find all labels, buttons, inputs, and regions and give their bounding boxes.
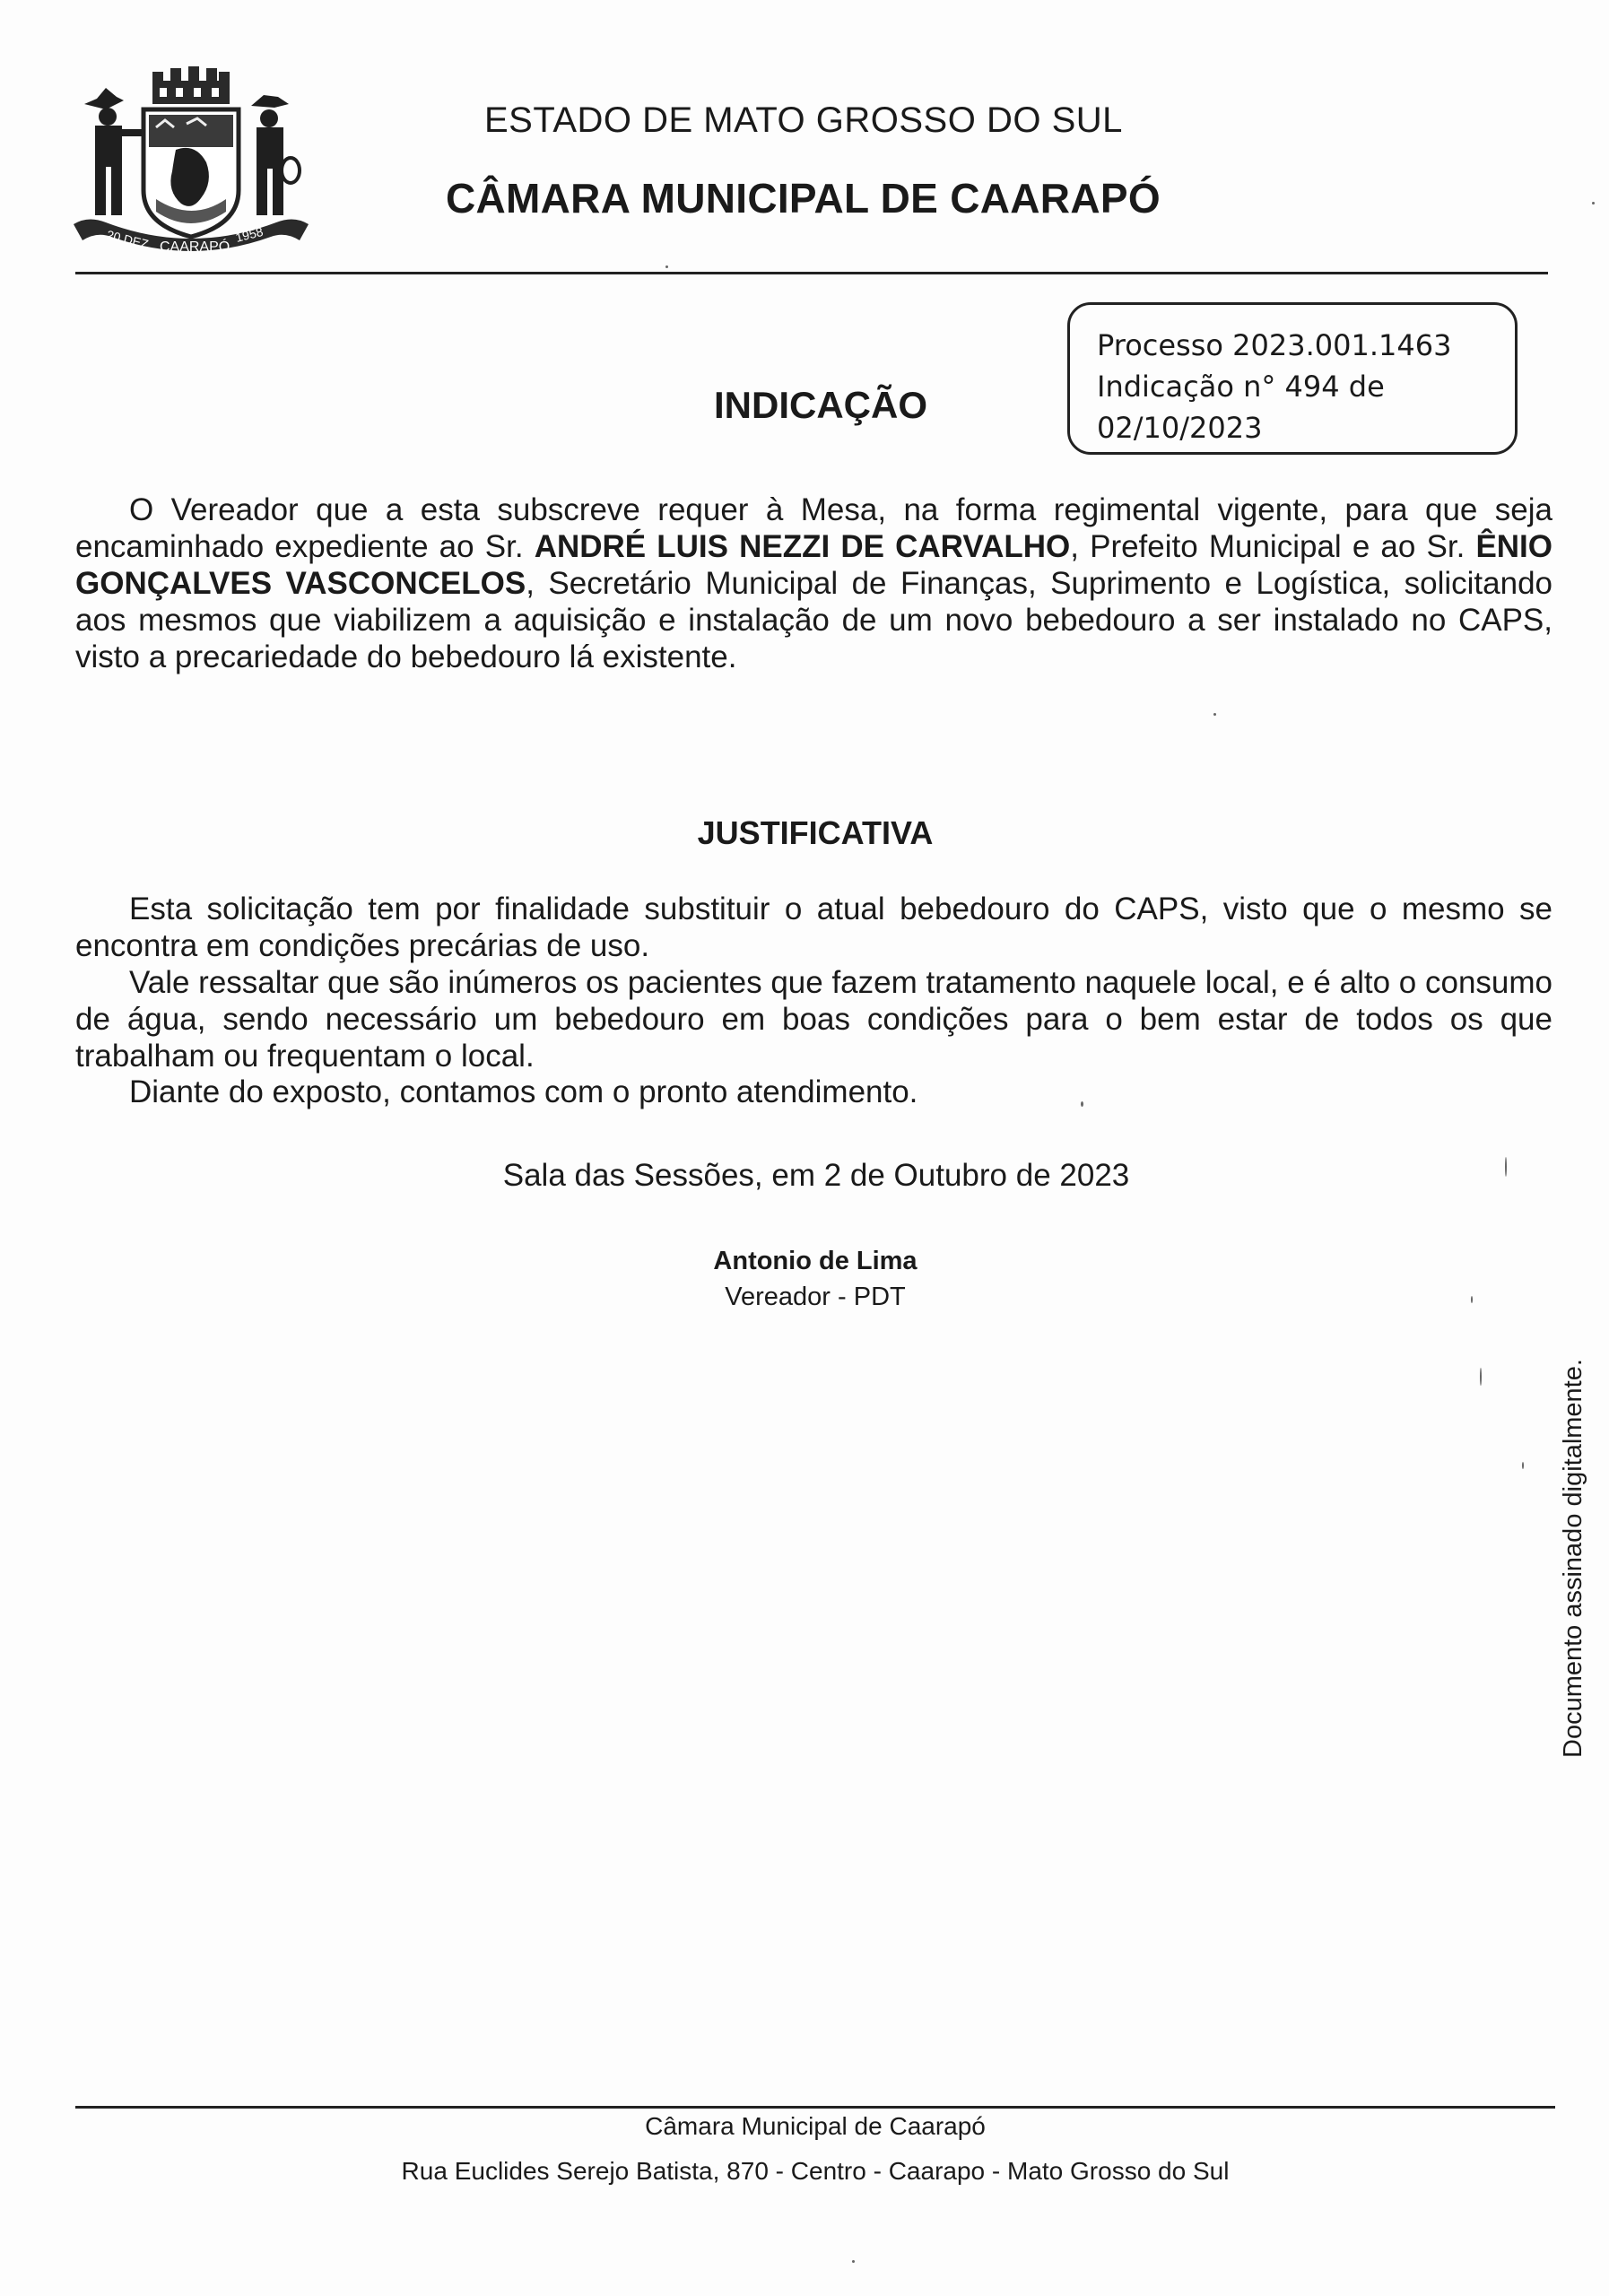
scan-speck (1522, 1462, 1524, 1469)
protocol-indication: Indicação n° 494 de (1097, 370, 1385, 404)
signer-name: Antonio de Lima (713, 1247, 918, 1275)
scan-speck (1471, 1296, 1473, 1303)
footer-institution: Câmara Municipal de Caarapó (645, 2112, 986, 2140)
request-text-b: , Prefeito Municipal e ao Sr. (1070, 529, 1476, 564)
justification-text-2: Vale ressaltar que são inúmeros os pacientes que fazem tratamento naquele local, e é alto o consumo de água, sendo necessário um bebedouro em boas condições para o bem estar de todos os que trabalham ou frequentam o local. (75, 965, 1552, 1074)
scan-speck (1213, 713, 1216, 716)
request-paragraph (75, 491, 1552, 675)
scan-speck (852, 2260, 855, 2263)
crest-ribbon-center: CAARAPÓ (160, 239, 230, 255)
justification-paragraph-3 (75, 1074, 1552, 1110)
crest-ribbon-right: 1958 (233, 223, 265, 245)
header-chamber: CÂMARA MUNICIPAL DE CAARAPÓ (446, 175, 1161, 222)
scan-speck (1505, 1157, 1507, 1177)
footer-divider (75, 2106, 1555, 2109)
scan-speck (1480, 1368, 1482, 1386)
request-text-a: O Vereador que a esta subscreve requer à Mesa, na forma regimental vigente, para que seja encaminhado expediente ao Sr. (75, 492, 1552, 564)
protocol-date: 02/10/2023 (1097, 411, 1263, 445)
header-divider (75, 272, 1548, 274)
crest-ribbon-left: 20 DEZ (105, 227, 151, 252)
scan-speck (1592, 202, 1595, 204)
header-state: ESTADO DE MATO GROSSO DO SUL (484, 100, 1123, 140)
place-date: Sala das Sessões, em 2 de Outubro de 2023 (502, 1158, 1130, 1193)
mayor-name: ANDRÉ LUIS NEZZI DE CARVALHO (534, 529, 1071, 564)
justification-title: JUSTIFICATIVA (697, 814, 934, 851)
protocol-process: Processo 2023.001.1463 (1097, 328, 1452, 362)
secretary-name: ÊNIO GONÇALVES VASCONCELOS (75, 529, 1553, 601)
document-title: INDICAÇÃO (714, 384, 927, 426)
justification-paragraph-1 (75, 891, 1552, 964)
justification-text-3: Diante do exposto, contamos com o pronto atendimento. (129, 1074, 918, 1109)
scan-speck (665, 265, 668, 268)
justification-paragraph-2 (75, 964, 1552, 1074)
footer-address: Rua Euclides Serejo Batista, 870 - Centro - Caarapo - Mato Grosso do Sul (401, 2157, 1230, 2185)
coat-of-arms-logo (70, 65, 312, 266)
signer-role: Vereador - PDT (725, 1283, 906, 1311)
protocol-box (1067, 302, 1518, 455)
justification-text-1: Esta solicitação tem por finalidade substituir o atual bebedouro do CAPS, visto que o mesmo se encontra em condições precárias de uso. (75, 891, 1552, 963)
request-text-c: , Secretário Municipal de Finanças, Suprimento e Logística, solicitando aos mesmos que viabilizem a aquisição e instalação de um novo bebedouro a ser instalado no CAPS, visto a precariedade do bebedouro lá existente. (75, 566, 1553, 674)
digital-signature-note: Documento assinado digitalmente. (1559, 1359, 1587, 1758)
scan-speck (1081, 1101, 1083, 1107)
